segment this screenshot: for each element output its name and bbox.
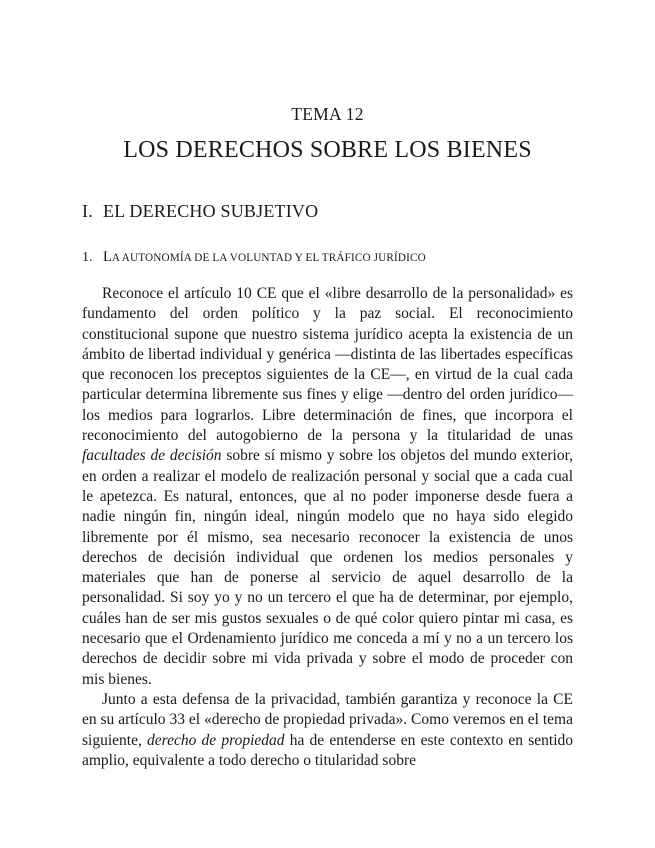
section-title: EL DERECHO SUBJETIVO <box>103 201 319 221</box>
paragraph-2-text-a: Junto a esta defensa de la privacidad, también garantiza y reconoce la CE en su artículo 33 el «derecho de propiedad privada». Como veremos en el tema siguiente, <box>82 690 573 749</box>
body-text <box>82 284 573 771</box>
chapter-number: TEMA 12 <box>291 104 364 124</box>
paragraph-1-text-b: sobre sí mismo y sobre los objetos del mundo exterior, en orden a realizar el modelo de realización personal y social que a cada cual le apetezca. Es natural, entonces, que al no poder imponerse desde fuera a nadie ningún fin, ningún ideal, ningún modelo que no haya sido elegido libremente por él mismo, sea necesario reconocer la existencia de unos derechos de decisión individual que ordenen los medios personales y materiales que han de ponerse al servicio de aquel desarrollo de la personalidad. Si soy yo y no un tercero el que ha de determinar, por ejemplo, cuáles han de ser mis gustos sexuales o de qué color quiero pintar mi casa, es necesario que el Ordenamiento jurídico me conceda a mí y no a un tercero los derechos de decidir sobre mi vida privada y sobre el modo de proceder con mis bienes. <box>82 447 573 688</box>
paragraph-1-text-a: Reconoce el artículo 10 CE que el «libre desarrollo de la personalidad» es fundamento del orden político y la paz social. El reconocimiento constitucional supone que nuestro sistema jurídico acepta la existencia de un ámbito de libertad individual y genérica —distinta de las libertades específicas que reconocen los preceptos siguientes de la CE—, en virtud de la cual cada particular determina libremente sus fines y elige —dentro del orden jurídico— los medios para lograrlos. Libre determinación de fines, que incorpora el reconocimiento del autogobierno de la persona y la titularidad de unas <box>82 285 573 445</box>
subsection-title-initial: L <box>103 249 112 265</box>
section-heading <box>82 201 318 222</box>
subsection-number: 1. <box>82 250 93 265</box>
paragraph-2-emphasis: derecho de propiedad <box>147 731 285 749</box>
paragraph-2-text-b: ha de entenderse en este contexto en sentido amplio, equivalente a todo derecho o titularidad sobre <box>82 731 574 769</box>
paragraph-2 <box>82 690 573 771</box>
chapter-title: LOS DERECHOS SOBRE LOS BIENES <box>123 137 532 163</box>
paragraph-1 <box>82 284 573 690</box>
subsection-title-rest: A AUTONOMÍA DE LA VOLUNTAD Y EL TRÁFICO JURÍDICO <box>111 252 426 264</box>
section-number: I. <box>82 201 93 221</box>
subsection-heading <box>82 249 426 266</box>
paragraph-1-emphasis: facultades de decisión <box>82 447 222 465</box>
